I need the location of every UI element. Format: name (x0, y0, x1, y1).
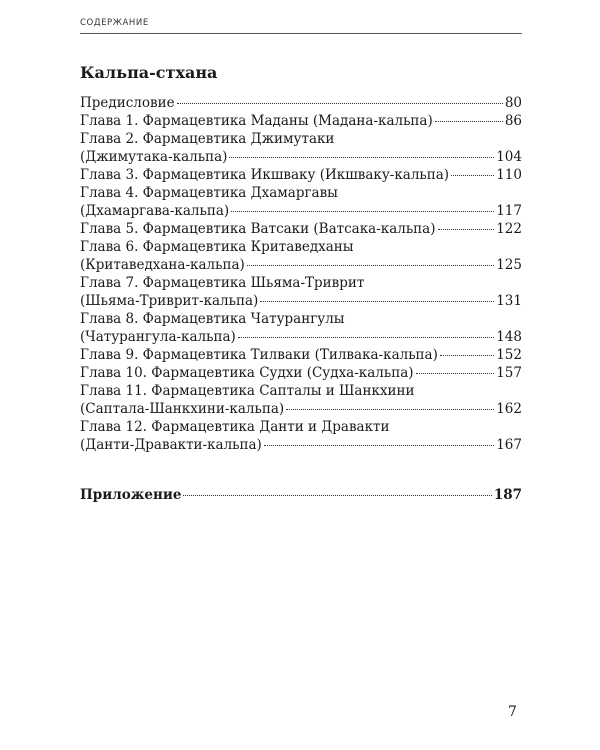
section-title: Кальпа-стхана (80, 63, 218, 82)
toc-page-number: 162 (496, 401, 522, 417)
toc-page-number: 80 (504, 95, 522, 111)
dot-leader (440, 355, 494, 356)
toc-page-number: 157 (496, 365, 522, 381)
toc-entry (80, 238, 522, 274)
toc-entry (80, 346, 522, 364)
dot-leader (177, 103, 503, 104)
toc-entry-title: Глава 4. Фармацевтика Дхамаргавы (80, 185, 338, 201)
toc-entry (80, 364, 522, 382)
header-rule (80, 33, 522, 34)
dot-leader (229, 157, 494, 158)
toc-entry-title: Глава 3. Фармацевтика Икшваку (Икшваку-кальпа) (80, 167, 450, 183)
toc-page-number: 110 (496, 167, 522, 183)
toc-page-number: 131 (496, 293, 522, 309)
dot-leader (238, 337, 494, 338)
toc-entry (80, 382, 522, 418)
toc-entry (80, 184, 522, 220)
dot-leader (231, 211, 494, 212)
toc-entry-title: Глава 12. Фармацевтика Данти и Дравакти (80, 419, 390, 435)
dot-leader (264, 445, 494, 446)
toc-page-number: 125 (496, 257, 522, 273)
toc-entry (80, 220, 522, 238)
toc-line (80, 112, 522, 130)
toc-page-number: 117 (496, 203, 522, 219)
toc-page-number: 167 (496, 437, 522, 453)
toc-entry-title: Глава 11. Фармацевтика Саптaлы и Шанкхини (80, 383, 415, 399)
toc-entry-title: (Саптала-Шанкхини-кальпа) (80, 401, 285, 417)
toc-page-number: 86 (504, 113, 522, 129)
toc-entry-title: (Данти-Дравакти-кальпа) (80, 437, 262, 453)
toc-line (80, 220, 522, 238)
toc-line (80, 256, 522, 274)
toc-entry-title: Глава 8. Фармацевтика Чатурангулы (80, 311, 345, 327)
toc-entry-title: (Чатурангула-кальпа) (80, 329, 236, 345)
dot-leader (247, 265, 494, 266)
toc-entry (80, 274, 522, 310)
page-number: 7 (508, 704, 517, 720)
toc-entry-title: Глава 10. Фармацевтика Судхи (Судха-кальпа) (80, 365, 414, 381)
toc-line (80, 238, 522, 256)
toc-entry (80, 310, 522, 346)
toc-entry-title: Глава 1. Фармацевтика Маданы (Мадана-кальпа) (80, 113, 433, 129)
spacer (80, 454, 522, 486)
toc-entry-title: Глава 7. Фармацевтика Шьяма-Триврит (80, 275, 365, 291)
dot-leader (183, 495, 491, 496)
toc-entry-title: Глава 2. Фармацевтика Джимутаки (80, 131, 335, 147)
toc-line (80, 148, 522, 166)
dot-leader (286, 409, 494, 410)
toc-line (80, 418, 522, 436)
toc-line (80, 364, 522, 382)
toc-entry (80, 418, 522, 454)
toc-line (80, 328, 522, 346)
toc-line (80, 202, 522, 220)
toc-line (80, 310, 522, 328)
toc-line (80, 436, 522, 454)
toc-line (80, 382, 522, 400)
toc-page-number: 148 (496, 329, 522, 345)
toc-line (80, 184, 522, 202)
dot-leader (438, 229, 495, 230)
dot-leader (260, 301, 494, 302)
toc-entry (80, 94, 522, 112)
toc-entry-title: Глава 9. Фармацевтика Тилваки (Тилвака-кальпа) (80, 347, 438, 363)
toc-page-number: 122 (496, 221, 522, 237)
toc-line (80, 292, 522, 310)
dot-leader (451, 175, 494, 176)
toc-line (80, 130, 522, 148)
toc-entry (80, 130, 522, 166)
toc-page-number: 152 (496, 347, 522, 363)
toc-entry-title: Глава 6. Фармацевтика Критаведханы (80, 239, 354, 255)
toc-entry (80, 112, 522, 130)
toc-line (80, 166, 522, 184)
toc-line (80, 400, 522, 418)
toc-line (80, 94, 522, 112)
toc-entry-title: Приложение (80, 487, 182, 503)
toc-entry-title: (Джимутака-кальпа) (80, 149, 228, 165)
toc-page-number: 104 (496, 149, 522, 165)
toc-line (80, 346, 522, 364)
toc-entry-title: Глава 5. Фармацевтика Ватсаки (Ватсака-кальпа) (80, 221, 436, 237)
toc-entry-title: (Дхамаргава-кальпа) (80, 203, 230, 219)
toc-page-number: 187 (493, 487, 522, 503)
running-head: СОДЕРЖАНИЕ (80, 18, 149, 28)
dot-leader (435, 121, 503, 122)
toc-entry-title: (Критаведхана-кальпа) (80, 257, 245, 273)
dot-leader (416, 373, 495, 374)
toc-entry-title: (Шьяма-Триврит-кальпа) (80, 293, 259, 309)
toc-entry (80, 166, 522, 184)
toc-entry-title: Предисловие (80, 95, 175, 111)
toc-appendix-line (80, 486, 522, 504)
toc-line (80, 274, 522, 292)
table-of-contents (80, 94, 522, 504)
